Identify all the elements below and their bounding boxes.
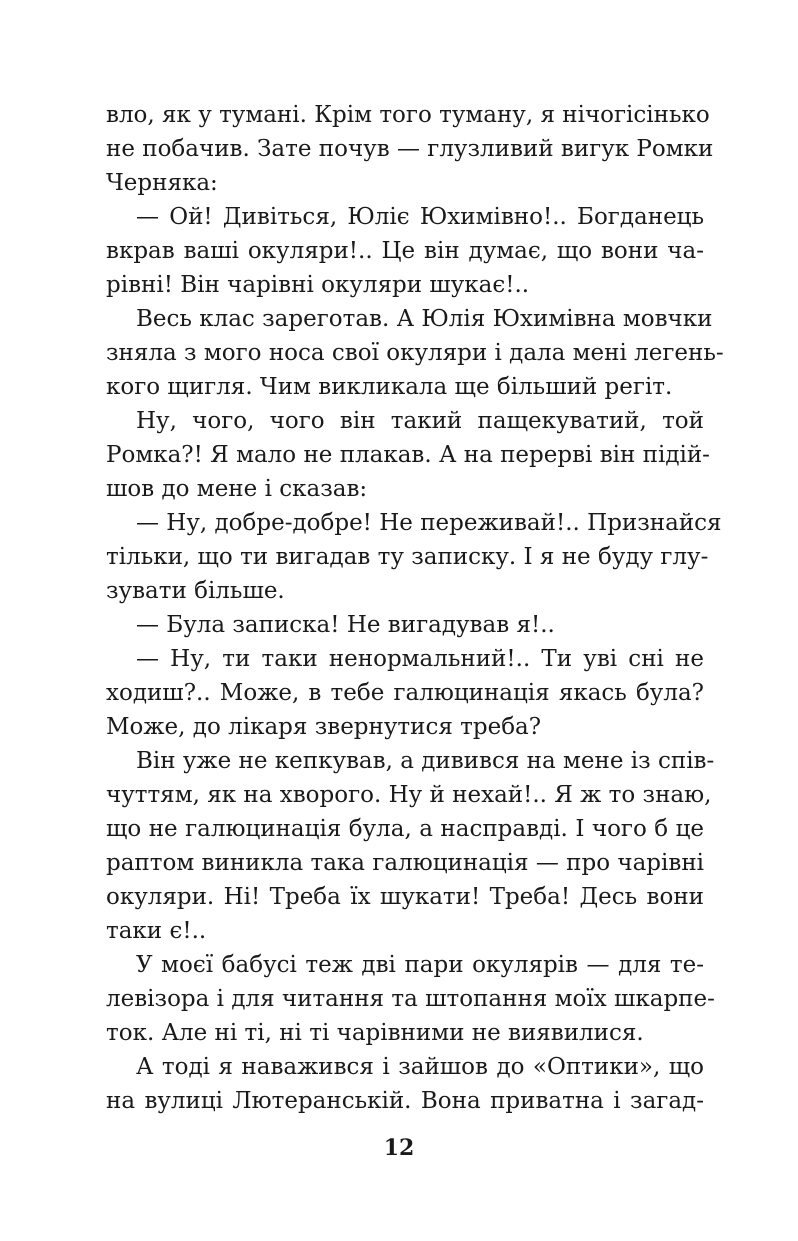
text-line: чуттям, як на хворого. Ну й нехай!.. Я ж то знаю, [106,782,712,808]
text-line: на вулиці Лютеранській. Вона приватна і загад- [106,1088,704,1114]
text-line: що не галюцинація була, а насправді. І чого б це [106,816,704,842]
text-line: ходиш?.. Може, в тебе галюцинація якась була? [106,680,704,706]
text-line: — Була записка! Не вигадував я!.. [136,612,555,638]
text-line: окуляри. Ні! Треба їх шукати! Треба! Десь вони [106,884,704,910]
text-line: Весь клас зареготав. А Юлія Юхимівна мовчки [136,306,713,332]
text-line: У моєї бабусі теж дві пари окулярів — для те- [136,952,704,978]
text-line: — Ну, добре-добре! Не переживай!.. Признайся [136,510,722,536]
text-line: не побачив. Зате почув — глузливий вигук Ромки [106,136,714,162]
text-line: зняла з мого носа свої окуляри і дала мені легень- [106,340,724,366]
text-line: тільки, що ти вигадав ту записку. І я не буду глу- [106,544,709,570]
text-line: шов до мене і сказав: [106,476,368,502]
text-line: — Ой! Дивіться, Юліє Юхимівно!.. Богданець [136,204,704,230]
page-number: 12 [383,1135,415,1161]
text-line: Він уже не кепкував, а дивився на мене із спів- [136,748,715,774]
text-line: левізора і для читання та штопання моїх шкарпе- [106,986,715,1012]
text-line: Ну, чого, чого він такий пащекуватий, той [136,408,704,434]
text-line: Черняка: [106,170,218,196]
text-line: зувати більше. [106,578,285,604]
text-line: вкрав ваші окуляри!.. Це він думає, що вони ча- [106,238,704,264]
text-line: ток. Але ні ті, ні ті чарівними не виявилися. [106,1020,644,1046]
text-line: Ромка?! Я мало не плакав. А на перерві він підій- [106,442,710,468]
text-line: А тоді я наважився і зайшов до «Оптики», що [136,1054,704,1080]
text-line: — Ну, ти таки ненормальний!.. Ти уві сні не [136,646,704,672]
body-text [106,98,724,1118]
text-line: Може, до лікаря звернутися треба? [106,714,542,740]
text-line: рівні! Він чарівні окуляри шукає!.. [106,272,530,298]
text-line: вло, як у тумані. Крім того туману, я нічогісінько [106,102,710,128]
text-line: кого щигля. Чим викликала ще більший регіт. [106,374,673,400]
text-line: таки є!.. [106,918,207,944]
text-line: раптом виникла така галюцинація — про чарівні [106,850,704,876]
